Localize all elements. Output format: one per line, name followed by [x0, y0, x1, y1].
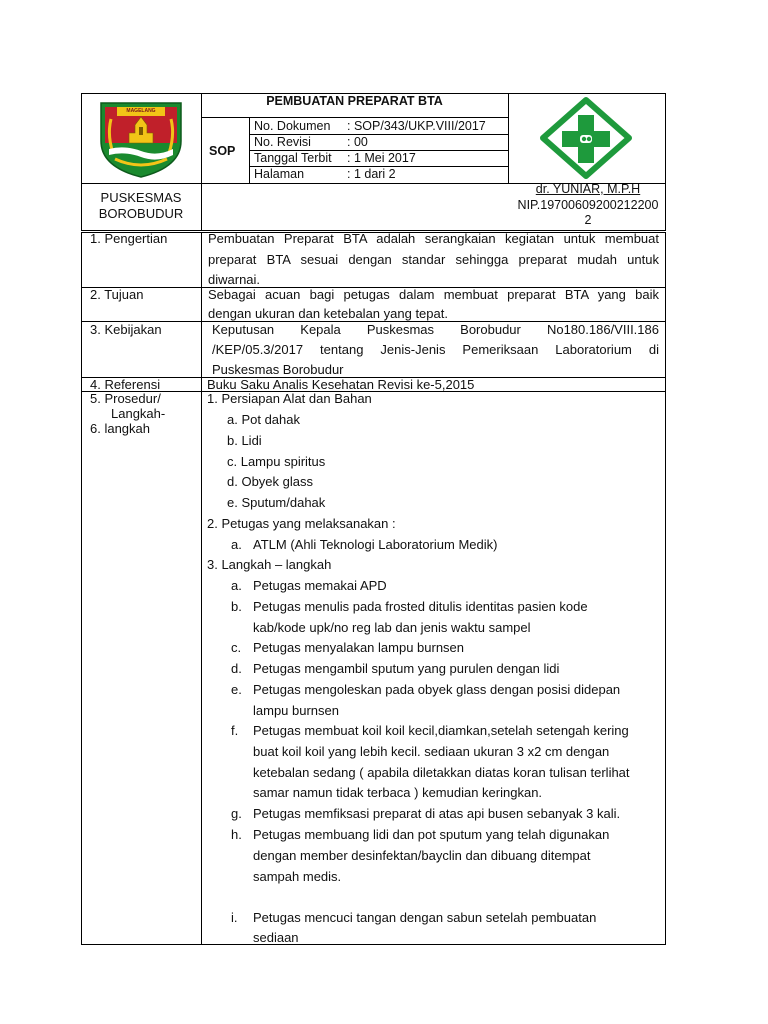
body-left-border: [81, 232, 82, 945]
step-line: samar namun tidak terbaca ) kemudian keringkan.: [253, 785, 543, 800]
meta-label-no-revisi: No. Revisi: [254, 135, 311, 149]
step-letter: f.: [231, 723, 239, 738]
meta-value-no-dokumen: : SOP/343/UKP.VIII/2017: [347, 119, 486, 133]
prosedur-heading-1: 1. Persiapan Alat dan Bahan: [207, 391, 372, 406]
alat-item: e. Sputum/dahak: [227, 495, 326, 510]
prosedur-heading-2: 2. Petugas yang melaksanakan :: [207, 516, 396, 531]
step-line: Petugas mencuci tangan dengan sabun setelah pembuatan: [253, 910, 597, 925]
alat-item: b. Lidi: [227, 433, 262, 448]
signer-nip-line1: NIP.19700609200212200: [517, 198, 659, 212]
org-name-line1: PUSKESMAS: [100, 190, 182, 205]
body-col-divider: [201, 232, 202, 945]
sop-label: SOP: [209, 144, 236, 158]
step-line: lampu burnsen: [253, 703, 339, 718]
step-line: Petugas memakai APD: [253, 578, 387, 593]
magelang-emblem: [99, 99, 183, 179]
label-prosedur-3: 6. langkah: [90, 421, 150, 436]
meta-value-no-revisi: : 00: [347, 135, 368, 149]
label-tujuan: 2. Tujuan: [90, 287, 144, 302]
petugas-letter: a.: [231, 537, 242, 552]
meta-label-halaman: Halaman: [254, 167, 305, 181]
body-right-border: [665, 232, 666, 945]
title-divider: [201, 117, 508, 118]
step-letter: a.: [231, 578, 242, 593]
kebijakan-line-1: Keputusan Kepala Puskesmas Borobudur No180.186/VIII.186: [212, 322, 659, 337]
header-col3-divider: [508, 93, 509, 184]
label-prosedur-2: Langkah-: [111, 406, 166, 421]
signer-nip-line2: 2: [584, 213, 592, 227]
step-line: Petugas membuat koil koil kecil,diamkan,setelah setengah kering: [253, 723, 629, 738]
document-title: PEMBUATAN PREPARAT BTA: [266, 94, 443, 108]
alat-item: a. Pot dahak: [227, 412, 300, 427]
pengertian-line-1: Pembuatan Preparat BTA adalah serangkaian kegiatan untuk membuat: [208, 231, 659, 246]
meta-label-no-dokumen: No. Dokumen: [254, 119, 331, 133]
signer-name: dr. YUNIAR, M.P.H: [535, 182, 641, 196]
body-bottom-border: [81, 944, 666, 945]
step-line: sampah medis.: [253, 869, 342, 884]
step-letter: i.: [231, 910, 238, 925]
pengertian-line-3: diwarnai.: [208, 272, 261, 287]
step-letter: h.: [231, 827, 242, 842]
meta-value-tanggal-terbit: : 1 Mei 2017: [347, 151, 416, 165]
meta-label-tanggal-terbit: Tanggal Terbit: [254, 151, 332, 165]
step-letter: d.: [231, 661, 242, 676]
step-line: Petugas mengoleskan pada obyek glass dengan posisi didepan: [253, 682, 621, 697]
label-prosedur-1: 5. Prosedur/: [90, 391, 161, 406]
emblem-banner-text: MAGELANG: [126, 108, 156, 114]
org-name-line2: BOROBUDUR: [98, 206, 184, 221]
step-line: ketebalan sedang ( apabila diletakkan diatas koran tulisan terlihat: [253, 765, 630, 780]
prosedur-heading-3: 3. Langkah – langkah: [207, 557, 332, 572]
step-line: Petugas menyalakan lampu burnsen: [253, 640, 465, 655]
kebijakan-line-2: /KEP/05.3/2017 tentang Jenis-Jenis Pemeriksaan Laboratorium di: [212, 342, 659, 357]
tujuan-line-1: Sebagai acuan bagi petugas dalam membuat preparat BTA yang baik: [208, 287, 659, 302]
kebijakan-line-3: Puskesmas Borobudur: [212, 362, 344, 377]
step-line: Petugas menulis pada frosted ditulis identitas pasien kode: [253, 599, 588, 614]
alat-item: d. Obyek glass: [227, 474, 313, 489]
tujuan-line-2: dengan ukuran dan ketebalan yang tepat.: [208, 306, 448, 321]
label-referensi: 4. Referensi: [90, 377, 161, 392]
petugas-text: ATLM (Ahli Teknologi Laboratorium Medik): [253, 537, 498, 552]
step-line: Petugas memfiksasi preparat di atas api busen sebanyak 3 kali.: [253, 806, 621, 821]
meta-value-halaman: : 1 dari 2: [347, 167, 396, 181]
step-letter: c.: [231, 640, 242, 655]
pengertian-line-2: preparat BTA sesuai dengan standar sehingga preparat mudah untuk: [208, 252, 659, 267]
label-kebijakan: 3. Kebijakan: [90, 322, 162, 337]
step-line: dengan member desinfektan/bayclin dan dibuang ditempat: [253, 848, 591, 863]
step-letter: b.: [231, 599, 242, 614]
step-letter: e.: [231, 682, 242, 697]
puskesmas-logo: [540, 97, 632, 179]
step-letter: g.: [231, 806, 242, 821]
step-line: buat koil koil yang lebih kecil. sediaan ukuran 3 x2 cm dengan: [253, 744, 610, 759]
step-line: kab/kode upk/no reg lab dan jenis waktu sampel: [253, 620, 531, 635]
step-line: sediaan: [253, 930, 299, 945]
step-line: Petugas membuang lidi dan pot sputum yang telah digunakan: [253, 827, 610, 842]
header-col1-divider: [201, 93, 202, 231]
referensi-text: Buku Saku Analis Kesehatan Revisi ke-5,2015: [207, 377, 475, 392]
step-line: Petugas mengambil sputum yang purulen dengan lidi: [253, 661, 560, 676]
alat-item: c. Lampu spiritus: [227, 454, 326, 469]
label-pengertian: 1. Pengertian: [90, 231, 168, 246]
